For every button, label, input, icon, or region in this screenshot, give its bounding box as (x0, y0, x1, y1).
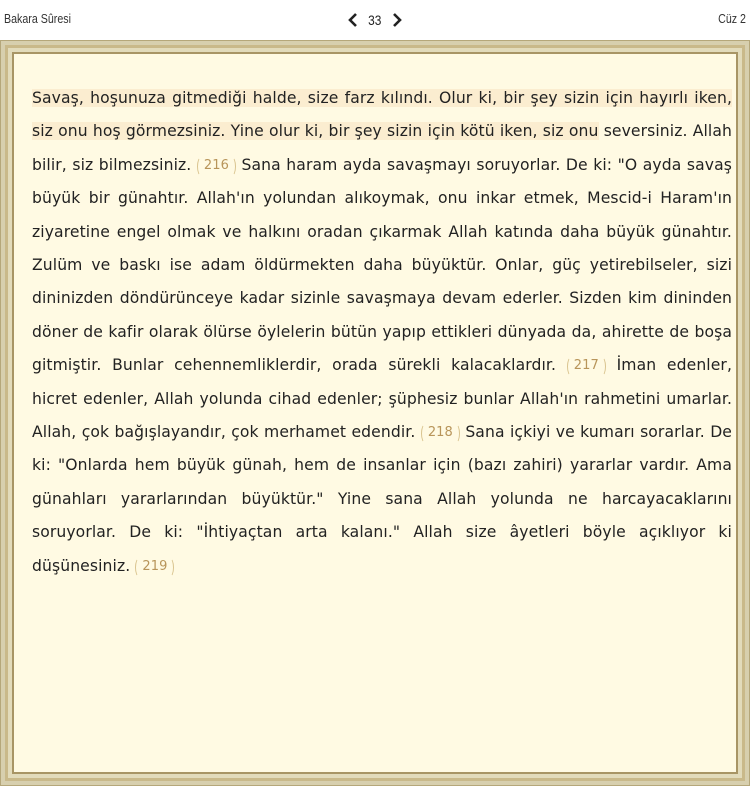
chevron-left-icon (348, 13, 358, 27)
page-frame-border (5, 45, 745, 781)
surah-name: Bakara Sûresi (4, 11, 71, 26)
page-number: 33 (368, 12, 382, 28)
verse-text (32, 82, 732, 583)
verse-number-marker: 218 (423, 423, 458, 443)
verse-217-text[interactable]: Sana haram ayda savaşmayı soruyorlar. De ki: "O ayda savaş büyük bir günahtır. Allah'ın yolundan alıkoymak, onu inkar etmek, Mescid-i Haram'ın ziyaretine engel olmak ve halkını oradan çıkarmak Allah katında daha büyük günahtır. Zulüm ve baskı ise adam öldürmekten daha büyüktür. Onlar, güç yetirebilseler, sizi dininizden döndürünceye kadar sizinle savaşmaya devam ederler. Sizden kim dininden döner de kafir olarak ölürse öylelerin bütün yapıp ettikleri dünyada da, ahirette de boşa gitmiştir. Bunlar cehennemliklerdir, orada sürekli kalacaklardır. (32, 155, 733, 375)
page-content-area (12, 52, 738, 774)
previous-page-button[interactable] (345, 10, 361, 30)
highlighted-verse-text[interactable]: Savaş, hoşunuza gitmediği halde, size farz kılındı. Olur ki, bir şey sizin için hayırlı iken, siz onu hoş görmezsiniz. Yine olur ki, bir şey sizin için kötü iken, siz onu (32, 89, 732, 141)
chevron-right-icon (392, 13, 402, 27)
page-navigator (340, 8, 410, 32)
verse-number-marker: 219 (137, 557, 172, 577)
verse-216-text[interactable]: seversiniz. Allah bilir, siz bilmezsiniz. (32, 122, 732, 174)
verse-218-text[interactable]: İman edenler, hicret edenler, Allah yolunda cihad edenler; şüphesiz bunlar Allah'ın rahmetini umarlar. Allah, çok bağışlayandır, çok merhamet edendir. (32, 356, 732, 442)
verse-number-marker: 217 (569, 356, 604, 376)
verse-number-marker: 216 (199, 156, 234, 176)
top-bar (0, 0, 750, 40)
verse-219-text[interactable]: Sana içkiyi ve kumarı sorarlar. De ki: "Onlarda hem büyük günah, hem de insanlar için (bazı zahiri) yararlar vardır. Ama günahları yararlarından büyüktür." Yine sana Allah yolunda ne harcayacaklarını soruyorlar. De ki: "İhtiyaçtan arta kalanı." Allah size âyetleri böyle açıklıyor ki düşünesiniz. (32, 423, 733, 575)
next-page-button[interactable] (389, 10, 405, 30)
page-frame (0, 40, 750, 786)
juz-label: Cüz 2 (718, 11, 746, 26)
